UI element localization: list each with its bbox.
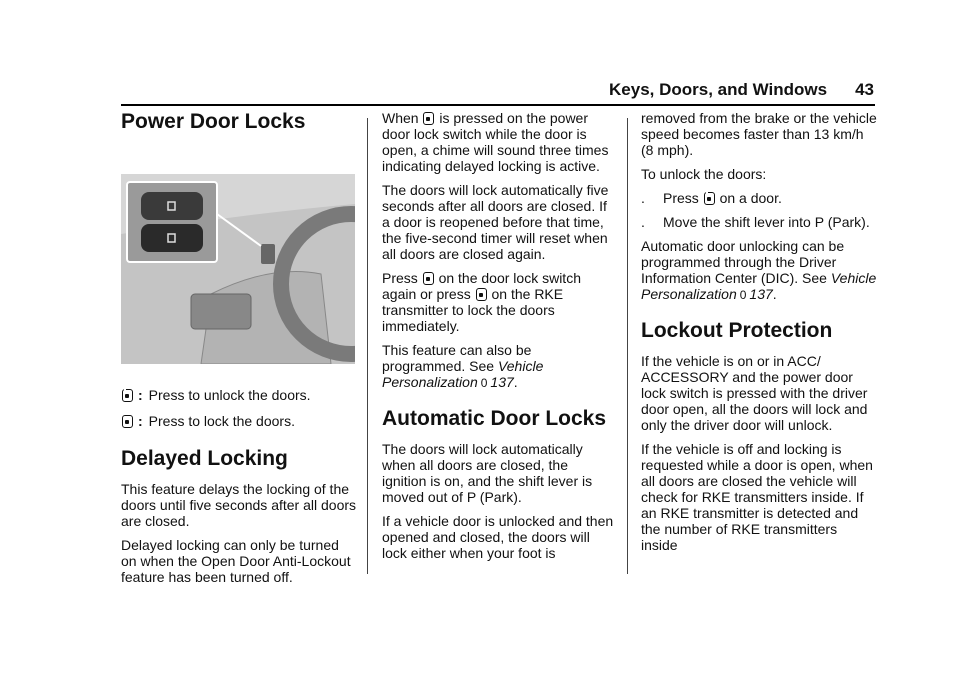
page-ref-number[interactable]: 137 bbox=[749, 286, 773, 302]
bullet-item-2 bbox=[641, 214, 877, 230]
auto-paragraph-1: The doors will lock automatically when all doors are closed, the ignition is on, and the shift lever is moved out of P (Park). bbox=[382, 441, 593, 505]
column-divider-1 bbox=[367, 118, 368, 574]
heading-lockout-protection: Lockout Protection bbox=[641, 319, 833, 342]
delayed-paragraph-1: This feature delays the locking of the doors until five seconds after all doors are closed. bbox=[121, 481, 357, 529]
heading-delayed-locking: Delayed Locking bbox=[121, 447, 288, 470]
prog-text: This feature can also be programmed. See bbox=[382, 342, 532, 374]
lock-icon bbox=[423, 272, 434, 285]
bullet-dot: . bbox=[641, 190, 645, 206]
unlock-key-line: : Press to unlock the doors. bbox=[121, 387, 357, 403]
auto-unlock-text: Automatic door unlocking can be programmed through the Driver Information Center (DIC). See bbox=[641, 238, 845, 286]
auto-lock-paragraph: The doors will lock automatically five seconds after all doors are closed. If a door is reopened before that time, the five-second timer will reset when all doors are closed again. bbox=[382, 182, 609, 262]
vehicle-personalization-link[interactable]: Vehicle Personalization bbox=[382, 358, 544, 390]
vehicle-personalization-link[interactable]: Vehicle Personalization bbox=[641, 270, 877, 302]
press-text-a: Press bbox=[382, 270, 418, 286]
door-lock-switch-illustration bbox=[121, 174, 355, 364]
column-3 bbox=[641, 110, 877, 561]
lock-icon bbox=[423, 112, 434, 125]
press-text-b: on the door lock switch again or press bbox=[382, 270, 581, 302]
page-ref-icon: 0 bbox=[480, 376, 488, 390]
bullet-2-text: Move the shift lever into P (Park). bbox=[663, 214, 870, 230]
unlock-intro: To unlock the doors: bbox=[641, 166, 767, 182]
when-text-a: When bbox=[382, 110, 419, 126]
removed-paragraph: removed from the brake or the vehicle speed becomes faster than 13 km/h (8 mph). bbox=[641, 110, 877, 158]
section-title: Keys, Doors, and Windows bbox=[609, 80, 828, 99]
bullet-1-text-b: on a door. bbox=[719, 190, 782, 206]
page-ref-icon: 0 bbox=[739, 288, 747, 302]
programmed-paragraph: This feature can also be programmed. See Vehicle Personalization 0 137. bbox=[382, 342, 544, 390]
auto-unlock-paragraph: Automatic door unlocking can be programmed through the Driver Information Center (DIC). See Vehicle Personalization 0 137. bbox=[641, 238, 877, 302]
press-text-c: on the RKE transmitter to lock the doors immediately. bbox=[382, 286, 564, 334]
page-header bbox=[609, 80, 874, 100]
when-text-b: is pressed on the power door lock switch while the door is open, a chime will sound three times indicating delayed locking is active. bbox=[382, 110, 609, 174]
page-number: 43 bbox=[855, 80, 874, 99]
lockout-paragraph-1: If the vehicle is on or in ACC/ ACCESSORY and the power door lock switch is pressed with the driver door open, all the doors will lock and only the driver door will unlock. bbox=[641, 353, 868, 433]
lockout-paragraph-2: If the vehicle is off and locking is requested while a door is open, when all doors are closed the vehicle will check for RKE transmitters inside. If an RKE transmitter is detected and the number of RKE transmitters inside bbox=[641, 441, 873, 553]
lock-icon bbox=[476, 288, 487, 301]
unlock-icon bbox=[704, 192, 715, 205]
auto-paragraph-2: If a vehicle door is unlocked and then opened and closed, the doors will lock either when your foot is bbox=[382, 513, 614, 561]
heading-power-door-locks: Power Door Locks bbox=[121, 110, 306, 133]
lock-key-line: : Press to lock the doors. bbox=[121, 413, 357, 429]
bullet-1-text-a: Press bbox=[663, 190, 699, 206]
unlock-icon bbox=[122, 389, 133, 402]
lock-icon bbox=[122, 415, 133, 428]
heading-automatic-door-locks: Automatic Door Locks bbox=[382, 407, 607, 430]
header-rule bbox=[121, 104, 875, 106]
column-divider-2 bbox=[627, 118, 628, 574]
press-paragraph bbox=[382, 270, 614, 334]
column-1 bbox=[121, 110, 357, 593]
delayed-paragraph-2: Delayed locking can only be turned on when the Open Door Anti-Lockout feature has been turned off. bbox=[121, 537, 351, 585]
page-ref-number[interactable]: 137 bbox=[490, 374, 514, 390]
bullet-item-1 bbox=[641, 190, 877, 206]
unlock-desc: Press to unlock the doors. bbox=[148, 387, 311, 403]
lock-desc: Press to lock the doors. bbox=[148, 413, 295, 429]
bullet-dot: . bbox=[641, 214, 645, 230]
column-2 bbox=[382, 110, 614, 569]
when-paragraph bbox=[382, 110, 614, 174]
